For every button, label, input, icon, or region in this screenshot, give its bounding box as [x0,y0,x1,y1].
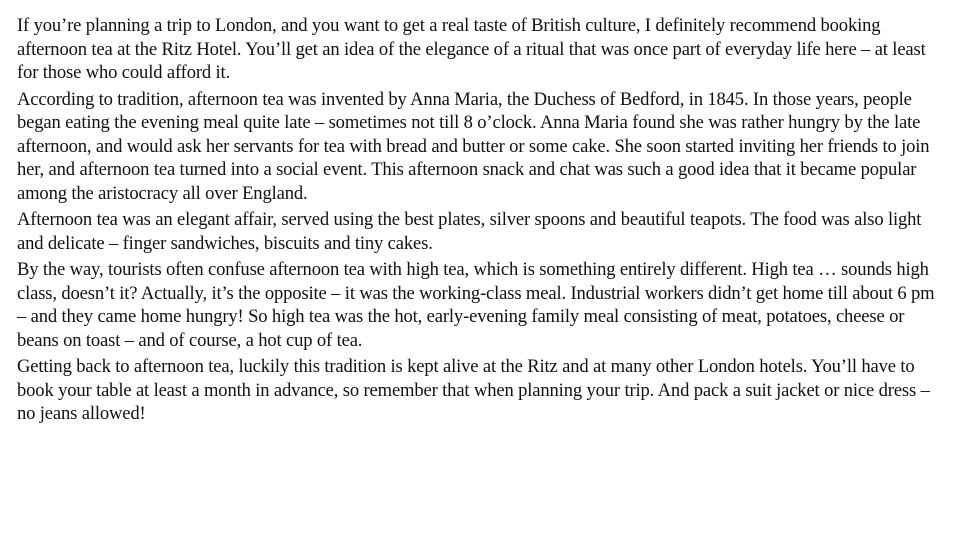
paragraph-high-tea: By the way, tourists often confuse afternoon tea with high tea, which is something entirely different. High tea … sounds high class, doesn’t it? Actually, it’s the opposite – it was the working-class meal. Industrial workers didn’t get home till about 6 pm – and they came home hungry! So high tea was the hot, early-evening family meal consisting of meat, potatoes, cheese or beans on toast – and of course, a hot cup of tea. [17,259,935,351]
paragraph-history: According to tradition, afternoon tea was invented by Anna Maria, the Duchess of Bedford, in 1845. In those years, people began eating the evening meal quite late – sometimes not till 8 o’clock. Anna Maria found she was rather hungry by the late afternoon, and would ask her servants for tea with bread and butter or some cake. She soon started inviting her friends to join her, and afternoon tea turned into a social event. This afternoon snack and chat was such a good idea that it became popular among the aristocracy all over England. [17,88,930,204]
paragraph-elegance: Afternoon tea was an elegant affair, served using the best plates, silver spoons and beautiful teapots. The food was also light and delicate – finger sandwiches, biscuits and tiny cakes. [17,209,922,254]
document-body [17,14,947,429]
paragraph-intro: If you’re planning a trip to London, and you want to get a real taste of British culture, I definitely recommend booking afternoon tea at the Ritz Hotel. You’ll get an idea of the elegance of a ritual that was once part of everyday life here – at least for those who could afford it. [17,15,926,83]
paragraph-ritz: Getting back to afternoon tea, luckily this tradition is kept alive at the Ritz and at many other London hotels. You’ll have to book your table at least a month in advance, so remember that when planning your trip. And pack a suit jacket or nice dress – no jeans allowed! [17,356,930,424]
